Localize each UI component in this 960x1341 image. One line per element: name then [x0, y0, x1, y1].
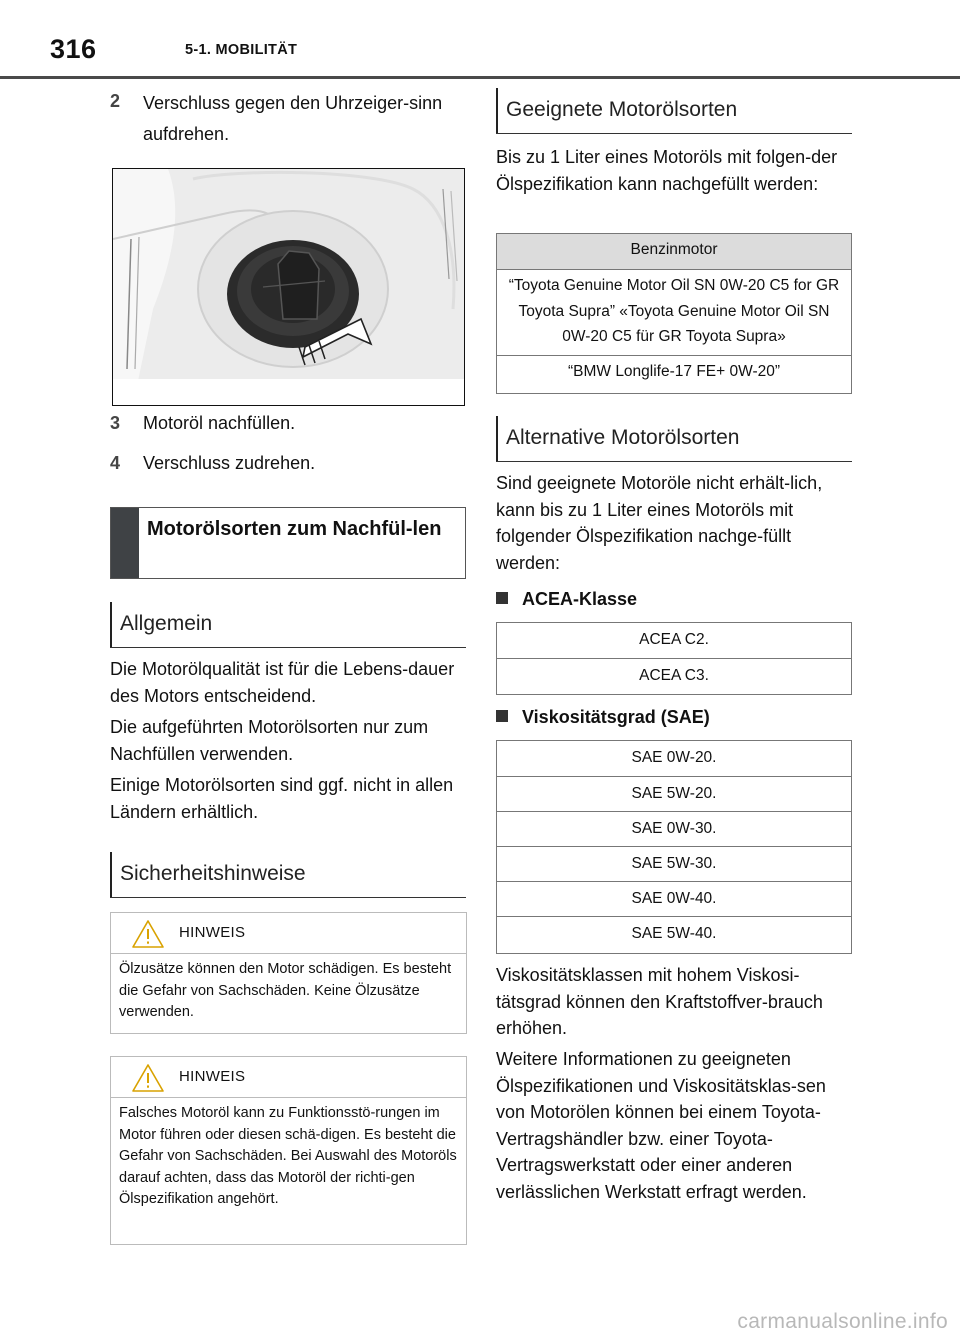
page-header: [0, 0, 960, 78]
oil-cap-illustration: [112, 168, 465, 406]
square-bullet-icon: [496, 592, 508, 604]
table-row: ACEA C3.: [497, 658, 851, 694]
section-bar: [111, 508, 139, 578]
paragraph: Einige Motorölsorten sind ggf. nicht in allen Ländern erhältlich.: [110, 775, 454, 822]
subheading-bar: [496, 416, 498, 461]
subheading-title: Sicherheitshinweise: [120, 862, 306, 885]
step-text: Verschluss gegen den Uhrzeiger-sinn aufdrehen.: [143, 93, 443, 144]
subheading-general: [110, 602, 466, 648]
subheading-rule: [110, 897, 466, 898]
notice-header: [111, 913, 466, 954]
bullet-heading-text: Viskositätsgrad (SAE): [522, 707, 710, 727]
step-text: Verschluss zudrehen.: [143, 453, 316, 473]
paragraph: Die Motorölqualität ist für die Lebens-dauer des Motors entscheidend.: [110, 659, 455, 706]
warning-triangle-icon: [131, 919, 165, 949]
table-row: SAE 0W-30.: [497, 811, 851, 847]
subheading-rule: [496, 461, 852, 462]
subheading-title: Geeignete Motorölsorten: [506, 98, 738, 121]
step-number: 3: [110, 413, 121, 433]
table-row: SAE 5W-20.: [497, 776, 851, 812]
sae-table: [496, 740, 852, 954]
subheading-bar: [110, 602, 112, 647]
section-title: Motorölsorten zum Nachfül-len: [147, 518, 442, 540]
step-3: [110, 410, 466, 438]
step-number: 4: [110, 453, 121, 473]
paragraph: Die aufgeführten Motorölsorten nur zum Nachfüllen verwenden.: [110, 717, 429, 764]
subheading-rule: [110, 647, 466, 648]
notice-text: Falsches Motoröl kann zu Funktionsstö-rungen im Motor führen oder diesen schä-digen. Es besteht die Gefahr von Sachschäden. Bei Auswahl des Motoröls darauf achten, dass das Motoröl der richti-gen Ölspezifikation angehört.: [119, 1105, 457, 1207]
subheading-title: Alternative Motorölsorten: [506, 426, 740, 449]
subheading-title: Allgemein: [120, 612, 213, 635]
notice-box: [110, 912, 467, 1034]
table-row: SAE 5W-40.: [497, 916, 851, 953]
subheading-bar: [496, 88, 498, 133]
notice-header: [111, 1057, 466, 1098]
acea-table: [496, 622, 852, 695]
step-4: [110, 450, 466, 478]
table-row: ACEA C2.: [639, 631, 709, 648]
subheading-safety: [110, 852, 466, 898]
oil-cap-drawing: [113, 169, 464, 405]
section-heading: [110, 507, 466, 579]
header-rule: [0, 76, 960, 79]
table-row: “Toyota Genuine Motor Oil SN 0W-20 C5 for GR Toyota Supra” «Toyota Genuine Motor Oil SN 0W-20 C5 für GR Toyota Supra»: [497, 269, 851, 355]
notice-label: HINWEIS: [179, 1068, 246, 1085]
notice-label: HINWEIS: [179, 924, 246, 941]
paragraph: Weitere Informationen zu geeigneten Ölspezifikationen und Viskositätsklas-sen von Motorölen können bei einem Toyota-Vertragshändler bzw. einer Toyota-Vertragswerkstatt oder einer anderen verlässlichen Werkstatt erfragt werden.: [496, 1049, 826, 1202]
paragraph: Viskositätsklassen mit hohem Viskosi-tätsgrad können den Kraftstoffver-brauch erhöhen.: [496, 965, 823, 1038]
bullet-heading-sae: [496, 707, 710, 728]
subheading-rule: [496, 133, 852, 134]
warning-triangle-icon: [131, 1063, 165, 1093]
bullet-heading-text: ACEA-Klasse: [522, 589, 638, 609]
step-text: Motoröl nachfüllen.: [143, 413, 296, 433]
table-row: SAE 5W-30.: [497, 846, 851, 882]
square-bullet-icon: [496, 710, 508, 722]
paragraph: Sind geeignete Motoröle nicht erhält-lich, kann bis zu 1 Liter eines Motoröls mit folgender Ölspezifikation nachge-füllt werden:: [496, 473, 823, 573]
page-number: 316: [50, 34, 97, 64]
table-row: SAE 0W-40.: [497, 881, 851, 917]
notice-box: [110, 1056, 467, 1245]
bullet-heading-acea: [496, 589, 637, 610]
notice-text: Ölzusätze können den Motor schädigen. Es besteht die Gefahr von Sachschäden. Keine Ölzusätze verwenden.: [119, 961, 452, 1020]
suitable-oil-table: [496, 233, 852, 394]
subheading-alternative: [496, 416, 852, 462]
subheading-suitable: [496, 88, 852, 134]
watermark-text: carmanualsonline.info: [737, 1310, 948, 1333]
step-2: [110, 88, 466, 148]
table-row: SAE 0W-20.: [631, 749, 717, 766]
chapter-title: 5-1. MOBILITÄT: [185, 42, 298, 58]
table-row: “BMW Longlife-17 FE+ 0W-20”: [497, 355, 851, 393]
table-header: Benzinmotor: [497, 234, 851, 269]
paragraph: Bis zu 1 Liter eines Motoröls mit folgen-der Ölspezifikation kann nachgefüllt werden:: [496, 147, 838, 194]
subheading-bar: [110, 852, 112, 897]
step-number: 2: [110, 91, 121, 111]
